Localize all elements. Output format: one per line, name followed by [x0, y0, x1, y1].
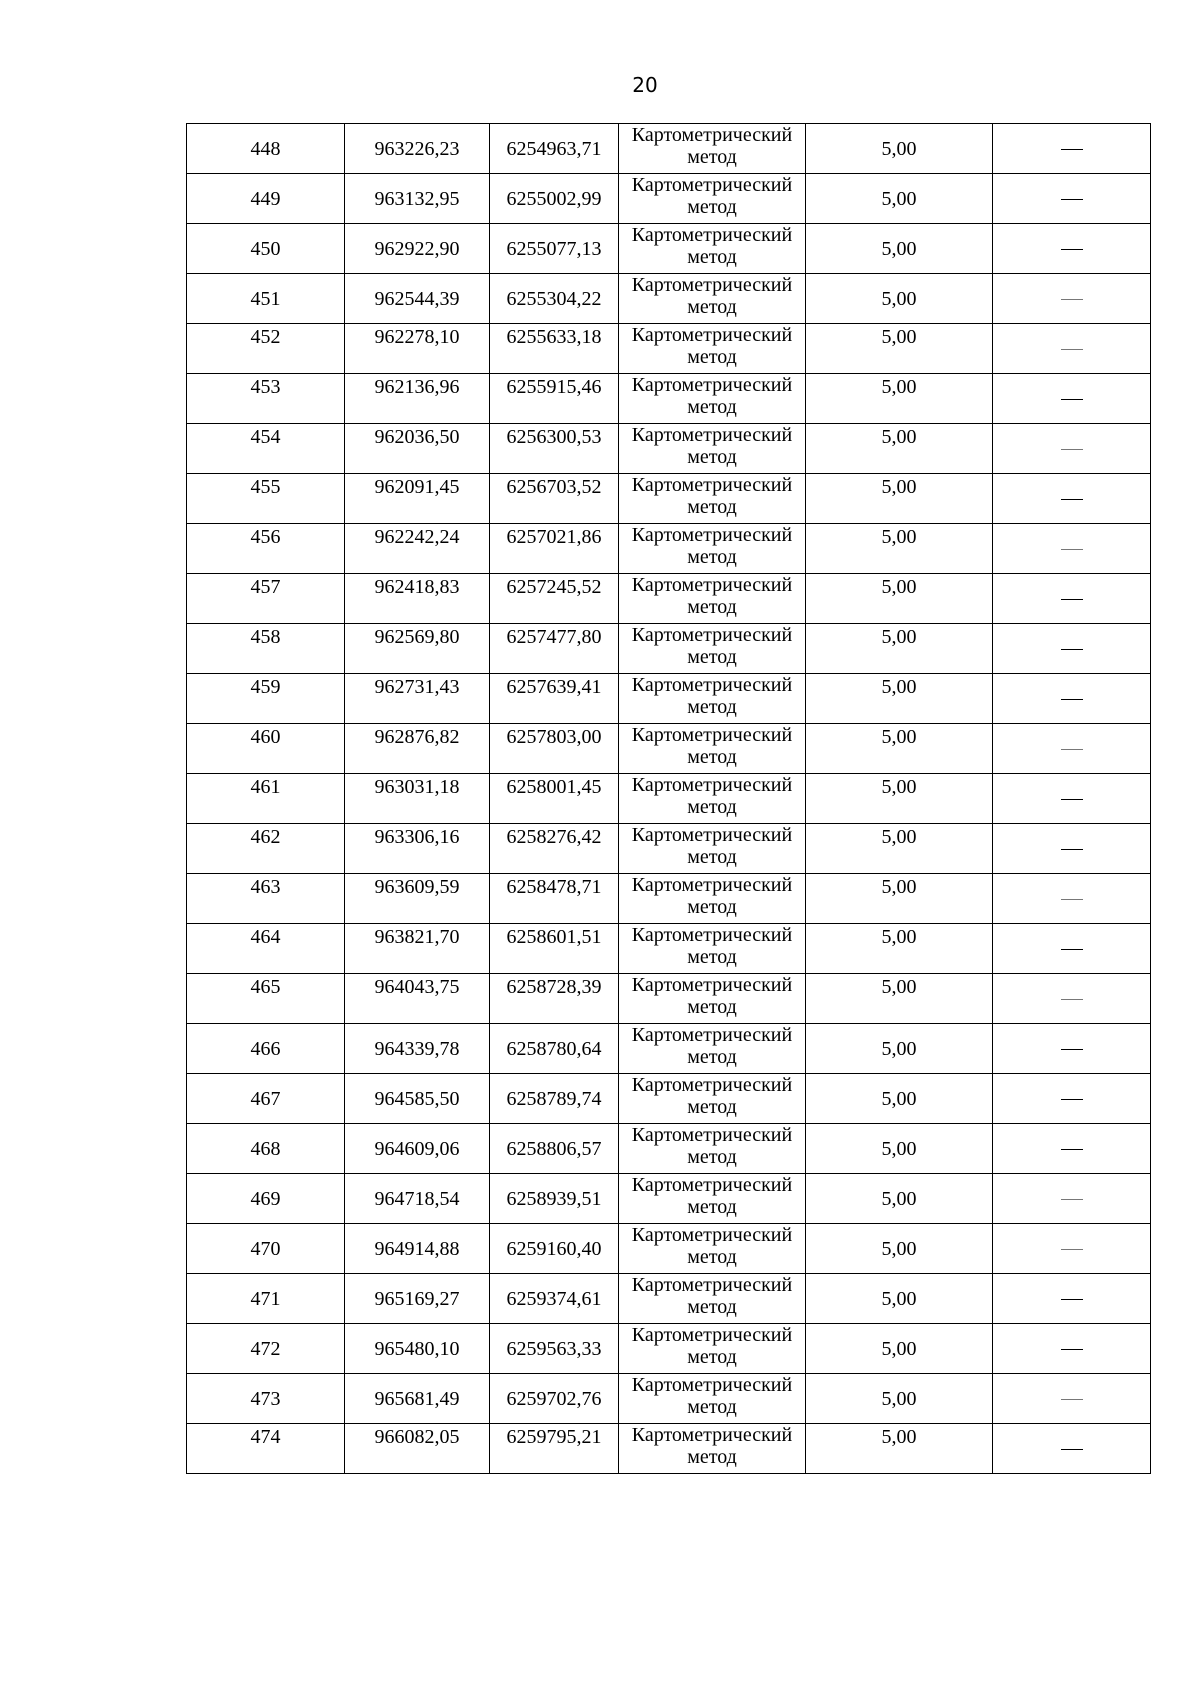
- table-row: [187, 774, 1151, 824]
- precision-cell: 5,00: [806, 1024, 993, 1074]
- x-coordinate-cell: 963306,16: [345, 824, 490, 874]
- em-dash-mark: [1061, 1299, 1083, 1300]
- precision-cell: 5,00: [806, 924, 993, 974]
- method-line-1: Картометрический: [631, 724, 793, 746]
- method-cell: [619, 1024, 806, 1074]
- method-line-2: метод: [687, 1046, 737, 1068]
- method-line-1: Картометрический: [631, 1224, 793, 1246]
- em-dash-mark: [1061, 649, 1083, 650]
- x-coordinate-cell: 962242,24: [345, 524, 490, 574]
- table-row: [187, 724, 1151, 774]
- em-dash-mark: [1061, 1249, 1083, 1250]
- y-coordinate-cell: 6259563,33: [490, 1324, 619, 1374]
- table-body: [187, 124, 1151, 1474]
- point-number-cell: 464: [187, 924, 345, 974]
- table-row: [187, 474, 1151, 524]
- method-cell: [619, 1224, 806, 1274]
- precision-cell: 5,00: [806, 1174, 993, 1224]
- method-line-2: метод: [687, 1146, 737, 1168]
- precision-cell: 5,00: [806, 474, 993, 524]
- method-line-2: метод: [687, 546, 737, 568]
- x-coordinate-cell: 966082,05: [345, 1424, 490, 1474]
- em-dash-mark: [1061, 599, 1083, 600]
- method-line-1: Картометрический: [631, 424, 793, 446]
- method-line-1: Картометрический: [631, 674, 793, 696]
- y-coordinate-cell: 6259702,76: [490, 1374, 619, 1424]
- point-number-cell: 471: [187, 1274, 345, 1324]
- y-coordinate-cell: 6255304,22: [490, 274, 619, 324]
- method-line-2: метод: [687, 246, 737, 268]
- precision-cell: 5,00: [806, 1274, 993, 1324]
- method-line-2: метод: [687, 896, 737, 918]
- method-cell: [619, 224, 806, 274]
- method-line-2: метод: [687, 646, 737, 668]
- y-coordinate-cell: 6259795,21: [490, 1424, 619, 1474]
- point-number-cell: 474: [187, 1424, 345, 1474]
- precision-cell: 5,00: [806, 874, 993, 924]
- precision-cell: 5,00: [806, 324, 993, 374]
- table-row: [187, 324, 1151, 374]
- precision-cell: 5,00: [806, 174, 993, 224]
- method-cell: [619, 524, 806, 574]
- precision-cell: 5,00: [806, 1374, 993, 1424]
- method-line-1: Картометрический: [631, 924, 793, 946]
- method-line-2: метод: [687, 846, 737, 868]
- table-row: [187, 924, 1151, 974]
- table-row: [187, 1274, 1151, 1324]
- note-cell: [993, 324, 1151, 374]
- table-row: [187, 424, 1151, 474]
- method-cell: [619, 874, 806, 924]
- method-line-2: метод: [687, 1196, 737, 1218]
- method-line-1: Картометрический: [631, 324, 793, 346]
- y-coordinate-cell: 6256703,52: [490, 474, 619, 524]
- table-row: [187, 1424, 1151, 1474]
- em-dash-mark: [1061, 549, 1083, 550]
- method-line-2: метод: [687, 1346, 737, 1368]
- method-line-1: Картометрический: [631, 1174, 793, 1196]
- method-cell: [619, 824, 806, 874]
- method-line-1: Картометрический: [631, 1374, 793, 1396]
- x-coordinate-cell: 964585,50: [345, 1074, 490, 1124]
- y-coordinate-cell: 6258806,57: [490, 1124, 619, 1174]
- note-cell: [993, 424, 1151, 474]
- em-dash-mark: [1061, 1149, 1083, 1150]
- x-coordinate-cell: 963821,70: [345, 924, 490, 974]
- x-coordinate-cell: 963031,18: [345, 774, 490, 824]
- y-coordinate-cell: 6258276,42: [490, 824, 619, 874]
- method-line-1: Картометрический: [631, 774, 793, 796]
- em-dash-mark: [1061, 299, 1083, 300]
- point-number-cell: 455: [187, 474, 345, 524]
- method-line-1: Картометрический: [631, 174, 793, 196]
- method-cell: [619, 274, 806, 324]
- method-cell: [619, 124, 806, 174]
- y-coordinate-cell: 6257021,86: [490, 524, 619, 574]
- method-line-2: метод: [687, 796, 737, 818]
- note-cell: [993, 724, 1151, 774]
- table-row: [187, 1374, 1151, 1424]
- table-row: [187, 524, 1151, 574]
- y-coordinate-cell: 6256300,53: [490, 424, 619, 474]
- em-dash-mark: [1061, 749, 1083, 750]
- y-coordinate-cell: 6255077,13: [490, 224, 619, 274]
- em-dash-mark: [1061, 1349, 1083, 1350]
- table-row: [187, 274, 1151, 324]
- method-line-2: метод: [687, 1446, 737, 1468]
- method-line-1: Картометрический: [631, 874, 793, 896]
- table-row: [187, 174, 1151, 224]
- note-cell: [993, 1224, 1151, 1274]
- method-line-1: Картометрический: [631, 124, 793, 146]
- x-coordinate-cell: 962278,10: [345, 324, 490, 374]
- method-cell: [619, 674, 806, 724]
- table-row: [187, 1224, 1151, 1274]
- precision-cell: 5,00: [806, 974, 993, 1024]
- method-cell: [619, 574, 806, 624]
- method-line-1: Картометрический: [631, 974, 793, 996]
- x-coordinate-cell: 964718,54: [345, 1174, 490, 1224]
- x-coordinate-cell: 962876,82: [345, 724, 490, 774]
- x-coordinate-cell: 962922,90: [345, 224, 490, 274]
- y-coordinate-cell: 6258001,45: [490, 774, 619, 824]
- note-cell: [993, 1424, 1151, 1474]
- em-dash-mark: [1061, 699, 1083, 700]
- note-cell: [993, 1024, 1151, 1074]
- method-cell: [619, 374, 806, 424]
- precision-cell: 5,00: [806, 524, 993, 574]
- point-number-cell: 473: [187, 1374, 345, 1424]
- point-number-cell: 452: [187, 324, 345, 374]
- method-line-1: Картометрический: [631, 1324, 793, 1346]
- method-cell: [619, 1074, 806, 1124]
- em-dash-mark: [1061, 1199, 1083, 1200]
- x-coordinate-cell: 962136,96: [345, 374, 490, 424]
- table-row: [187, 1074, 1151, 1124]
- point-number-cell: 448: [187, 124, 345, 174]
- point-number-cell: 470: [187, 1224, 345, 1274]
- method-cell: [619, 1274, 806, 1324]
- em-dash-mark: [1061, 149, 1083, 150]
- note-cell: [993, 174, 1151, 224]
- em-dash-mark: [1061, 399, 1083, 400]
- x-coordinate-cell: 964609,06: [345, 1124, 490, 1174]
- table-row: [187, 1124, 1151, 1174]
- coordinates-table: [186, 123, 1151, 1474]
- x-coordinate-cell: 964339,78: [345, 1024, 490, 1074]
- y-coordinate-cell: 6257803,00: [490, 724, 619, 774]
- method-line-1: Картометрический: [631, 824, 793, 846]
- note-cell: [993, 874, 1151, 924]
- point-number-cell: 468: [187, 1124, 345, 1174]
- method-line-1: Картометрический: [631, 474, 793, 496]
- method-cell: [619, 424, 806, 474]
- em-dash-mark: [1061, 499, 1083, 500]
- precision-cell: 5,00: [806, 274, 993, 324]
- method-line-2: метод: [687, 146, 737, 168]
- note-cell: [993, 124, 1151, 174]
- precision-cell: 5,00: [806, 1074, 993, 1124]
- page-number: 20: [632, 73, 658, 97]
- method-cell: [619, 324, 806, 374]
- precision-cell: 5,00: [806, 424, 993, 474]
- method-cell: [619, 174, 806, 224]
- method-cell: [619, 974, 806, 1024]
- point-number-cell: 467: [187, 1074, 345, 1124]
- x-coordinate-cell: 962036,50: [345, 424, 490, 474]
- method-line-1: Картометрический: [631, 1274, 793, 1296]
- note-cell: [993, 274, 1151, 324]
- table-row: [187, 824, 1151, 874]
- point-number-cell: 469: [187, 1174, 345, 1224]
- em-dash-mark: [1061, 1099, 1083, 1100]
- note-cell: [993, 574, 1151, 624]
- method-line-2: метод: [687, 1096, 737, 1118]
- method-line-1: Картометрический: [631, 1124, 793, 1146]
- point-number-cell: 462: [187, 824, 345, 874]
- method-line-2: метод: [687, 746, 737, 768]
- method-cell: [619, 624, 806, 674]
- table-row: [187, 224, 1151, 274]
- y-coordinate-cell: 6259160,40: [490, 1224, 619, 1274]
- y-coordinate-cell: 6257477,80: [490, 624, 619, 674]
- note-cell: [993, 1074, 1151, 1124]
- method-line-2: метод: [687, 446, 737, 468]
- method-line-2: метод: [687, 346, 737, 368]
- note-cell: [993, 774, 1151, 824]
- precision-cell: 5,00: [806, 824, 993, 874]
- method-line-1: Картометрический: [631, 1074, 793, 1096]
- x-coordinate-cell: 965480,10: [345, 1324, 490, 1374]
- x-coordinate-cell: 963609,59: [345, 874, 490, 924]
- y-coordinate-cell: 6254963,71: [490, 124, 619, 174]
- em-dash-mark: [1061, 949, 1083, 950]
- em-dash-mark: [1061, 349, 1083, 350]
- method-cell: [619, 774, 806, 824]
- em-dash-mark: [1061, 899, 1083, 900]
- point-number-cell: 453: [187, 374, 345, 424]
- table-row: [187, 974, 1151, 1024]
- method-line-1: Картометрический: [631, 374, 793, 396]
- precision-cell: 5,00: [806, 224, 993, 274]
- x-coordinate-cell: 963132,95: [345, 174, 490, 224]
- note-cell: [993, 1124, 1151, 1174]
- table-row: [187, 1174, 1151, 1224]
- note-cell: [993, 374, 1151, 424]
- em-dash-mark: [1061, 999, 1083, 1000]
- precision-cell: 5,00: [806, 674, 993, 724]
- x-coordinate-cell: 963226,23: [345, 124, 490, 174]
- note-cell: [993, 1274, 1151, 1324]
- method-line-2: метод: [687, 596, 737, 618]
- y-coordinate-cell: 6255002,99: [490, 174, 619, 224]
- point-number-cell: 460: [187, 724, 345, 774]
- precision-cell: 5,00: [806, 574, 993, 624]
- method-line-2: метод: [687, 1396, 737, 1418]
- note-cell: [993, 824, 1151, 874]
- method-line-2: метод: [687, 696, 737, 718]
- method-line-2: метод: [687, 496, 737, 518]
- y-coordinate-cell: 6258601,51: [490, 924, 619, 974]
- point-number-cell: 449: [187, 174, 345, 224]
- precision-cell: 5,00: [806, 624, 993, 674]
- method-cell: [619, 924, 806, 974]
- table-row: [187, 674, 1151, 724]
- method-cell: [619, 1174, 806, 1224]
- precision-cell: 5,00: [806, 774, 993, 824]
- y-coordinate-cell: 6258728,39: [490, 974, 619, 1024]
- em-dash-mark: [1061, 249, 1083, 250]
- point-number-cell: 457: [187, 574, 345, 624]
- point-number-cell: 450: [187, 224, 345, 274]
- table-row: [187, 124, 1151, 174]
- y-coordinate-cell: 6258780,64: [490, 1024, 619, 1074]
- method-line-1: Картометрический: [631, 274, 793, 296]
- x-coordinate-cell: 962731,43: [345, 674, 490, 724]
- method-line-2: метод: [687, 1246, 737, 1268]
- method-line-1: Картометрический: [631, 624, 793, 646]
- x-coordinate-cell: 964914,88: [345, 1224, 490, 1274]
- method-line-2: метод: [687, 196, 737, 218]
- table-row: [187, 1024, 1151, 1074]
- method-line-1: Картометрический: [631, 1424, 793, 1446]
- precision-cell: 5,00: [806, 1324, 993, 1374]
- y-coordinate-cell: 6258789,74: [490, 1074, 619, 1124]
- method-cell: [619, 1374, 806, 1424]
- precision-cell: 5,00: [806, 724, 993, 774]
- note-cell: [993, 624, 1151, 674]
- method-line-1: Картометрический: [631, 1024, 793, 1046]
- precision-cell: 5,00: [806, 1124, 993, 1174]
- y-coordinate-cell: 6259374,61: [490, 1274, 619, 1324]
- y-coordinate-cell: 6255915,46: [490, 374, 619, 424]
- y-coordinate-cell: 6258939,51: [490, 1174, 619, 1224]
- note-cell: [993, 974, 1151, 1024]
- method-cell: [619, 724, 806, 774]
- x-coordinate-cell: 964043,75: [345, 974, 490, 1024]
- point-number-cell: 459: [187, 674, 345, 724]
- note-cell: [993, 524, 1151, 574]
- table-row: [187, 574, 1151, 624]
- x-coordinate-cell: 962418,83: [345, 574, 490, 624]
- x-coordinate-cell: 962091,45: [345, 474, 490, 524]
- point-number-cell: 465: [187, 974, 345, 1024]
- y-coordinate-cell: 6257639,41: [490, 674, 619, 724]
- method-cell: [619, 474, 806, 524]
- note-cell: [993, 474, 1151, 524]
- method-line-2: метод: [687, 946, 737, 968]
- method-line-2: метод: [687, 396, 737, 418]
- table-row: [187, 874, 1151, 924]
- table-row: [187, 624, 1151, 674]
- point-number-cell: 458: [187, 624, 345, 674]
- x-coordinate-cell: 965169,27: [345, 1274, 490, 1324]
- note-cell: [993, 1174, 1151, 1224]
- method-line-2: метод: [687, 996, 737, 1018]
- method-line-1: Картометрический: [631, 574, 793, 596]
- em-dash-mark: [1061, 799, 1083, 800]
- table-row: [187, 374, 1151, 424]
- method-line-1: Картометрический: [631, 224, 793, 246]
- y-coordinate-cell: 6257245,52: [490, 574, 619, 624]
- method-cell: [619, 1424, 806, 1474]
- em-dash-mark: [1061, 199, 1083, 200]
- x-coordinate-cell: 965681,49: [345, 1374, 490, 1424]
- method-line-2: метод: [687, 1296, 737, 1318]
- point-number-cell: 466: [187, 1024, 345, 1074]
- table-row: [187, 1324, 1151, 1374]
- point-number-cell: 456: [187, 524, 345, 574]
- note-cell: [993, 1374, 1151, 1424]
- note-cell: [993, 1324, 1151, 1374]
- method-cell: [619, 1324, 806, 1374]
- method-line-1: Картометрический: [631, 524, 793, 546]
- em-dash-mark: [1061, 1449, 1083, 1450]
- note-cell: [993, 924, 1151, 974]
- point-number-cell: 463: [187, 874, 345, 924]
- note-cell: [993, 224, 1151, 274]
- point-number-cell: 454: [187, 424, 345, 474]
- em-dash-mark: [1061, 849, 1083, 850]
- point-number-cell: 472: [187, 1324, 345, 1374]
- point-number-cell: 461: [187, 774, 345, 824]
- x-coordinate-cell: 962569,80: [345, 624, 490, 674]
- precision-cell: 5,00: [806, 124, 993, 174]
- y-coordinate-cell: 6258478,71: [490, 874, 619, 924]
- y-coordinate-cell: 6255633,18: [490, 324, 619, 374]
- x-coordinate-cell: 962544,39: [345, 274, 490, 324]
- point-number-cell: 451: [187, 274, 345, 324]
- precision-cell: 5,00: [806, 374, 993, 424]
- em-dash-mark: [1061, 449, 1083, 450]
- precision-cell: 5,00: [806, 1224, 993, 1274]
- em-dash-mark: [1061, 1399, 1083, 1400]
- note-cell: [993, 674, 1151, 724]
- method-line-2: метод: [687, 296, 737, 318]
- precision-cell: 5,00: [806, 1424, 993, 1474]
- em-dash-mark: [1061, 1049, 1083, 1050]
- method-cell: [619, 1124, 806, 1174]
